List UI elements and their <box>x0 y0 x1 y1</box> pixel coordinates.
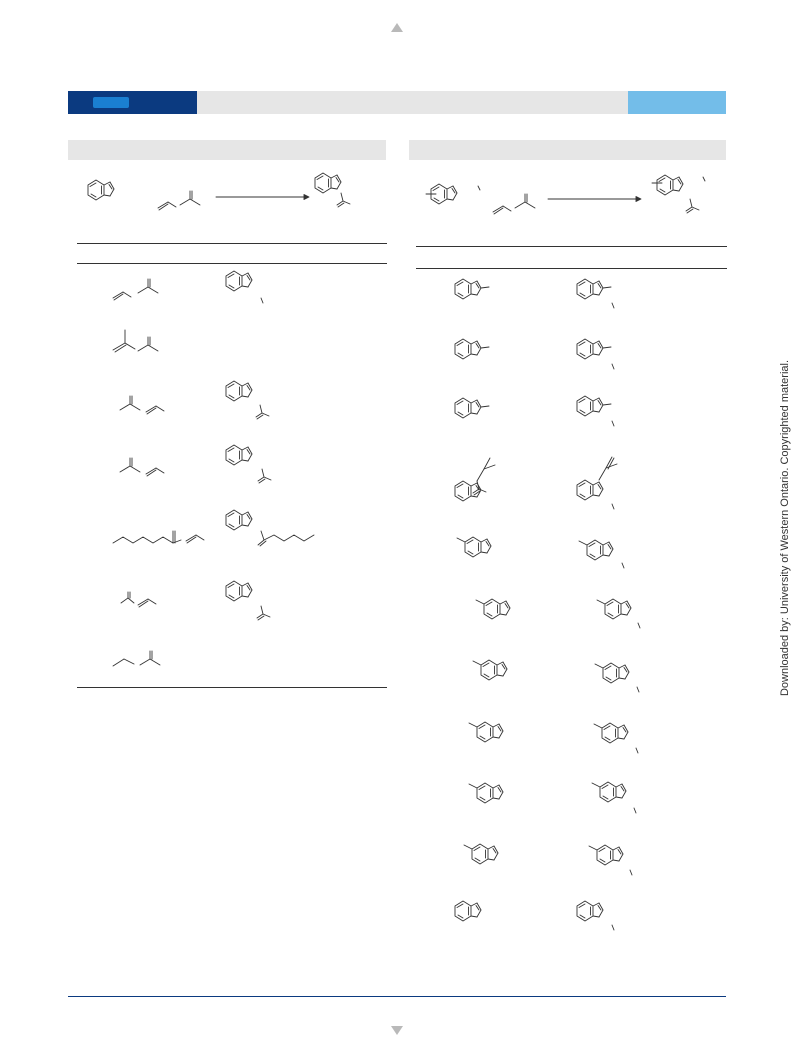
left-row-5 <box>113 510 314 546</box>
right-row-2 <box>455 339 614 369</box>
right-row-5 <box>457 537 624 568</box>
right-scheme-reagents <box>493 194 535 214</box>
left-row-3 <box>120 381 269 419</box>
left-scheme-substrate <box>88 180 114 200</box>
right-row-1 <box>455 279 614 308</box>
right-scheme-product <box>652 175 705 213</box>
left-row-6 <box>121 581 270 620</box>
right-row-3 <box>455 396 614 426</box>
left-scheme-arrow <box>216 195 309 200</box>
right-scheme-substrate <box>426 184 480 204</box>
right-row-4 <box>455 457 617 509</box>
right-row-10 <box>464 844 632 875</box>
left-row-2 <box>113 330 158 352</box>
left-scheme-product <box>315 173 350 207</box>
left-scheme-reagents <box>158 191 200 210</box>
right-row-11 <box>455 901 614 930</box>
left-row-1 <box>113 271 263 303</box>
right-scheme-arrow <box>548 197 641 202</box>
right-row-6 <box>476 599 640 628</box>
right-row-8 <box>469 722 638 753</box>
copyright-watermark: Downloaded by: University of Western Ontario. Copyrighted material. <box>779 359 791 697</box>
right-row-9 <box>469 782 636 813</box>
left-row-7 <box>113 651 160 666</box>
right-row-7 <box>473 660 639 692</box>
left-row-4 <box>120 445 271 483</box>
